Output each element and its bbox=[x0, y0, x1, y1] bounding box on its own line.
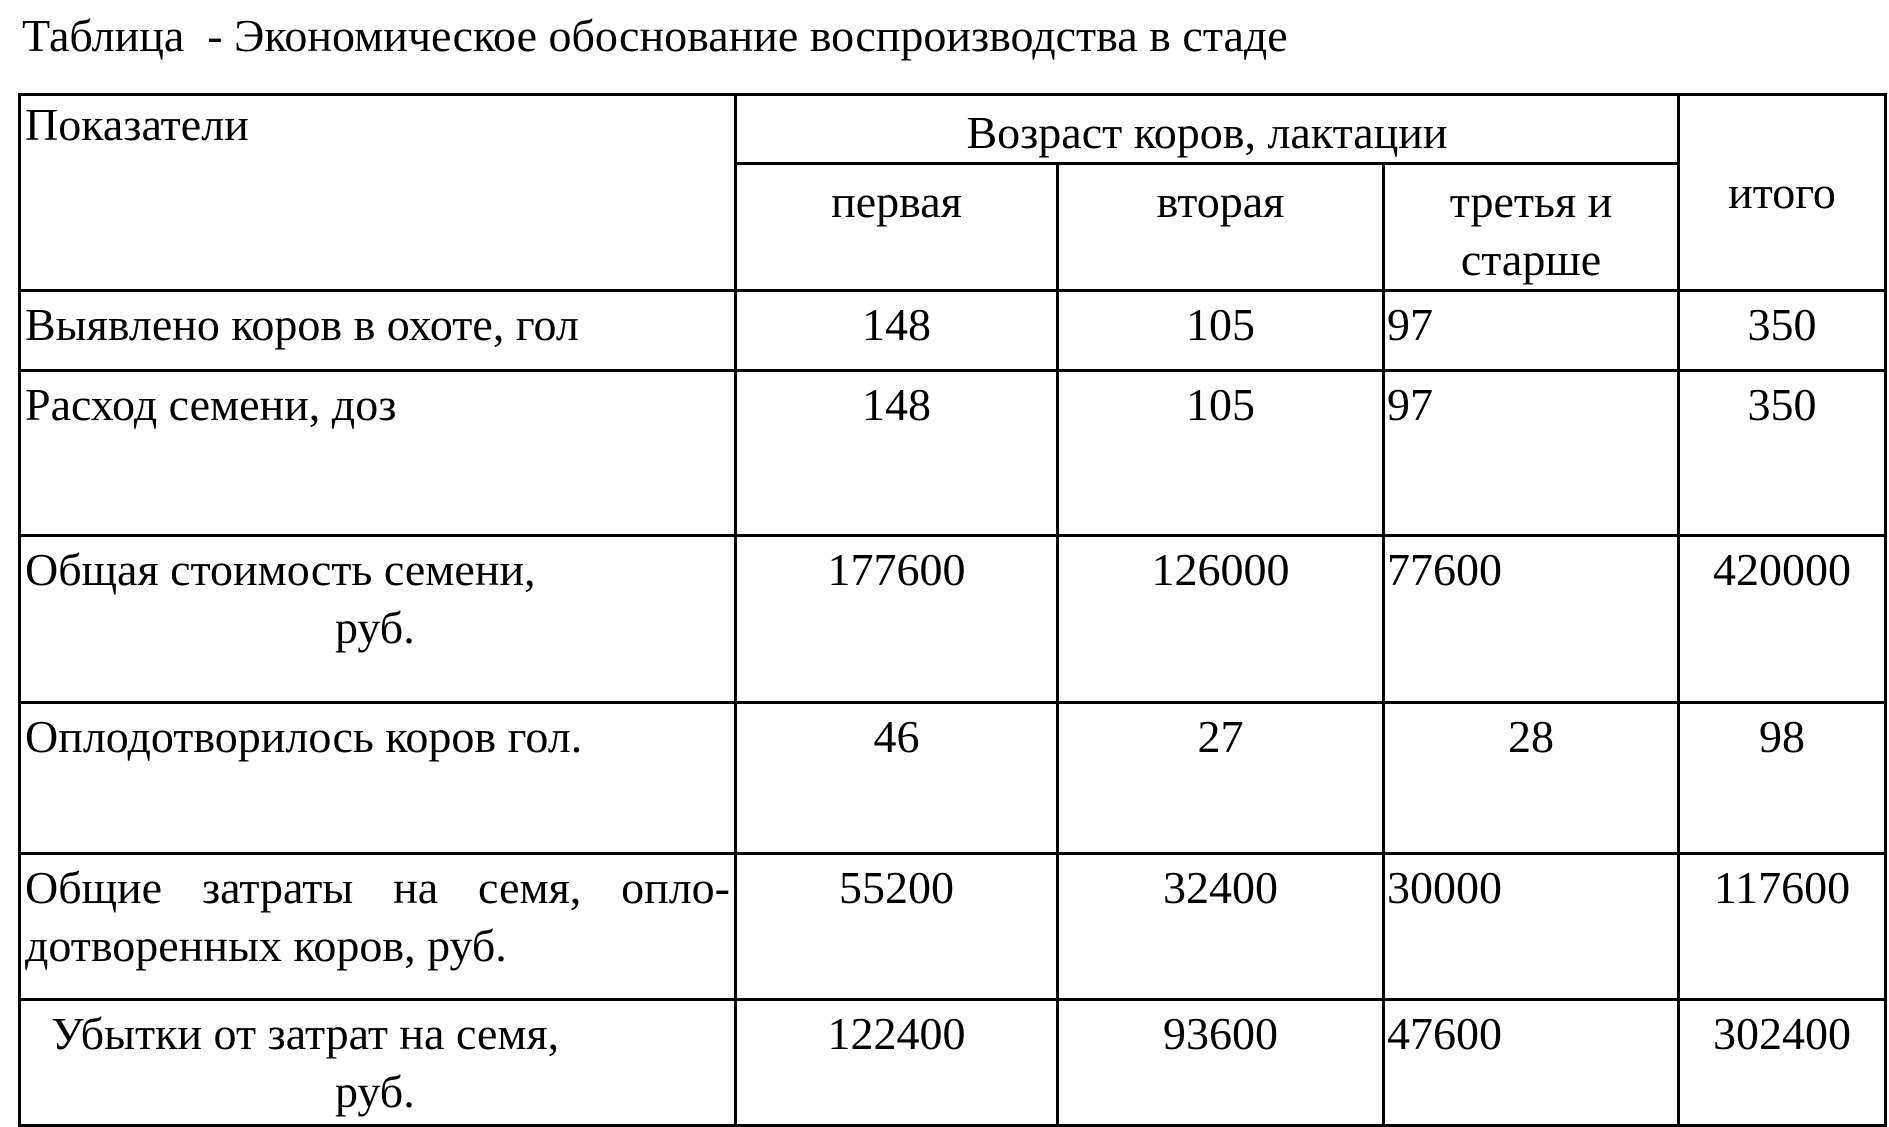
row-label bbox=[20, 371, 736, 536]
cell-value: 55200 bbox=[839, 862, 954, 913]
cell-second bbox=[1058, 854, 1384, 1000]
table-row bbox=[20, 536, 1886, 703]
cell-first bbox=[736, 536, 1058, 703]
cell-value: 27 bbox=[1197, 711, 1244, 762]
cell-value: 302400 bbox=[1713, 1008, 1851, 1059]
cell-first bbox=[736, 703, 1058, 854]
table-row bbox=[20, 703, 1886, 854]
cell-third bbox=[1384, 1000, 1679, 1126]
row-label-text-line2: руб. bbox=[335, 1066, 415, 1117]
header-age-group bbox=[736, 95, 1679, 164]
cell-value: 148 bbox=[862, 379, 931, 430]
cell-value: 105 bbox=[1186, 379, 1255, 430]
header-indicators-label: Показатели bbox=[25, 99, 249, 150]
cell-value: 46 bbox=[873, 711, 920, 762]
row-label bbox=[20, 703, 736, 854]
row-label-text-line1: Общая стоимость семени, bbox=[25, 544, 536, 595]
reproduction-economics-table bbox=[18, 93, 1887, 1127]
cell-total bbox=[1679, 1000, 1886, 1126]
row-label-text-line1: Общие затраты на семя, опло- bbox=[25, 862, 730, 913]
cell-value: 148 bbox=[862, 299, 931, 350]
header-third-label-line1: третья и bbox=[1449, 176, 1613, 227]
cell-total bbox=[1679, 291, 1886, 371]
cell-total bbox=[1679, 854, 1886, 1000]
table-row bbox=[20, 291, 1886, 371]
cell-value: 32400 bbox=[1163, 862, 1278, 913]
cell-value: 126000 bbox=[1151, 544, 1290, 595]
cell-value: 30000 bbox=[1387, 862, 1502, 913]
header-first bbox=[736, 164, 1058, 291]
header-second bbox=[1058, 164, 1384, 291]
table-row bbox=[20, 854, 1886, 1000]
cell-second bbox=[1058, 703, 1384, 854]
cell-third bbox=[1384, 536, 1679, 703]
table-row bbox=[20, 371, 1886, 536]
header-indicators bbox=[20, 95, 736, 291]
row-label-text-line1: Убытки от затрат на семя, bbox=[51, 1008, 560, 1059]
cell-second bbox=[1058, 1000, 1384, 1126]
cell-third bbox=[1384, 703, 1679, 854]
header-third-label-line2: старше bbox=[1460, 234, 1602, 285]
header-row-top bbox=[20, 95, 1886, 164]
row-label-text: Оплодотворилось коров гол. bbox=[25, 711, 583, 762]
cell-value: 97 bbox=[1387, 299, 1433, 350]
header-age-group-label: Возраст коров, лактации bbox=[966, 107, 1448, 158]
cell-value: 177600 bbox=[827, 544, 966, 595]
row-label-text-line2: руб. bbox=[335, 602, 415, 653]
cell-value: 420000 bbox=[1713, 544, 1851, 595]
cell-third bbox=[1384, 291, 1679, 371]
cell-total bbox=[1679, 703, 1886, 854]
row-label bbox=[20, 1000, 736, 1126]
header-first-label: первая bbox=[831, 176, 962, 227]
cell-first bbox=[736, 854, 1058, 1000]
header-total bbox=[1679, 95, 1886, 291]
row-label bbox=[20, 291, 736, 371]
cell-first bbox=[736, 1000, 1058, 1126]
cell-value: 98 bbox=[1759, 711, 1805, 762]
cell-first bbox=[736, 371, 1058, 536]
cell-total bbox=[1679, 536, 1886, 703]
cell-third bbox=[1384, 854, 1679, 1000]
cell-second bbox=[1058, 291, 1384, 371]
cell-value: 350 bbox=[1747, 299, 1817, 350]
table-row bbox=[20, 1000, 1886, 1126]
row-label-text: Расход семени, доз bbox=[25, 379, 397, 430]
row-label bbox=[20, 536, 736, 703]
header-second-label: вторая bbox=[1156, 176, 1285, 227]
cell-value: 117600 bbox=[1713, 862, 1851, 913]
cell-first bbox=[736, 291, 1058, 371]
cell-second bbox=[1058, 371, 1384, 536]
cell-value: 47600 bbox=[1387, 1008, 1502, 1059]
cell-value: 77600 bbox=[1387, 544, 1502, 595]
row-label bbox=[20, 854, 736, 1000]
table-caption: Таблица - Экономическое обоснование воспроизводства в стаде bbox=[22, 10, 1288, 61]
cell-value: 350 bbox=[1747, 379, 1817, 430]
cell-value: 105 bbox=[1186, 299, 1255, 350]
cell-third bbox=[1384, 371, 1679, 536]
cell-value: 122400 bbox=[827, 1008, 966, 1059]
cell-second bbox=[1058, 536, 1384, 703]
row-label-text: Выявлено коров в охоте, гол bbox=[25, 299, 579, 350]
cell-total bbox=[1679, 371, 1886, 536]
cell-value: 93600 bbox=[1163, 1008, 1278, 1059]
cell-value: 28 bbox=[1508, 711, 1554, 762]
cell-value: 97 bbox=[1387, 379, 1433, 430]
header-total-label: итого bbox=[1728, 166, 1836, 218]
header-third bbox=[1384, 164, 1679, 291]
row-label-text-line2: дотворенных коров, руб. bbox=[25, 920, 507, 971]
